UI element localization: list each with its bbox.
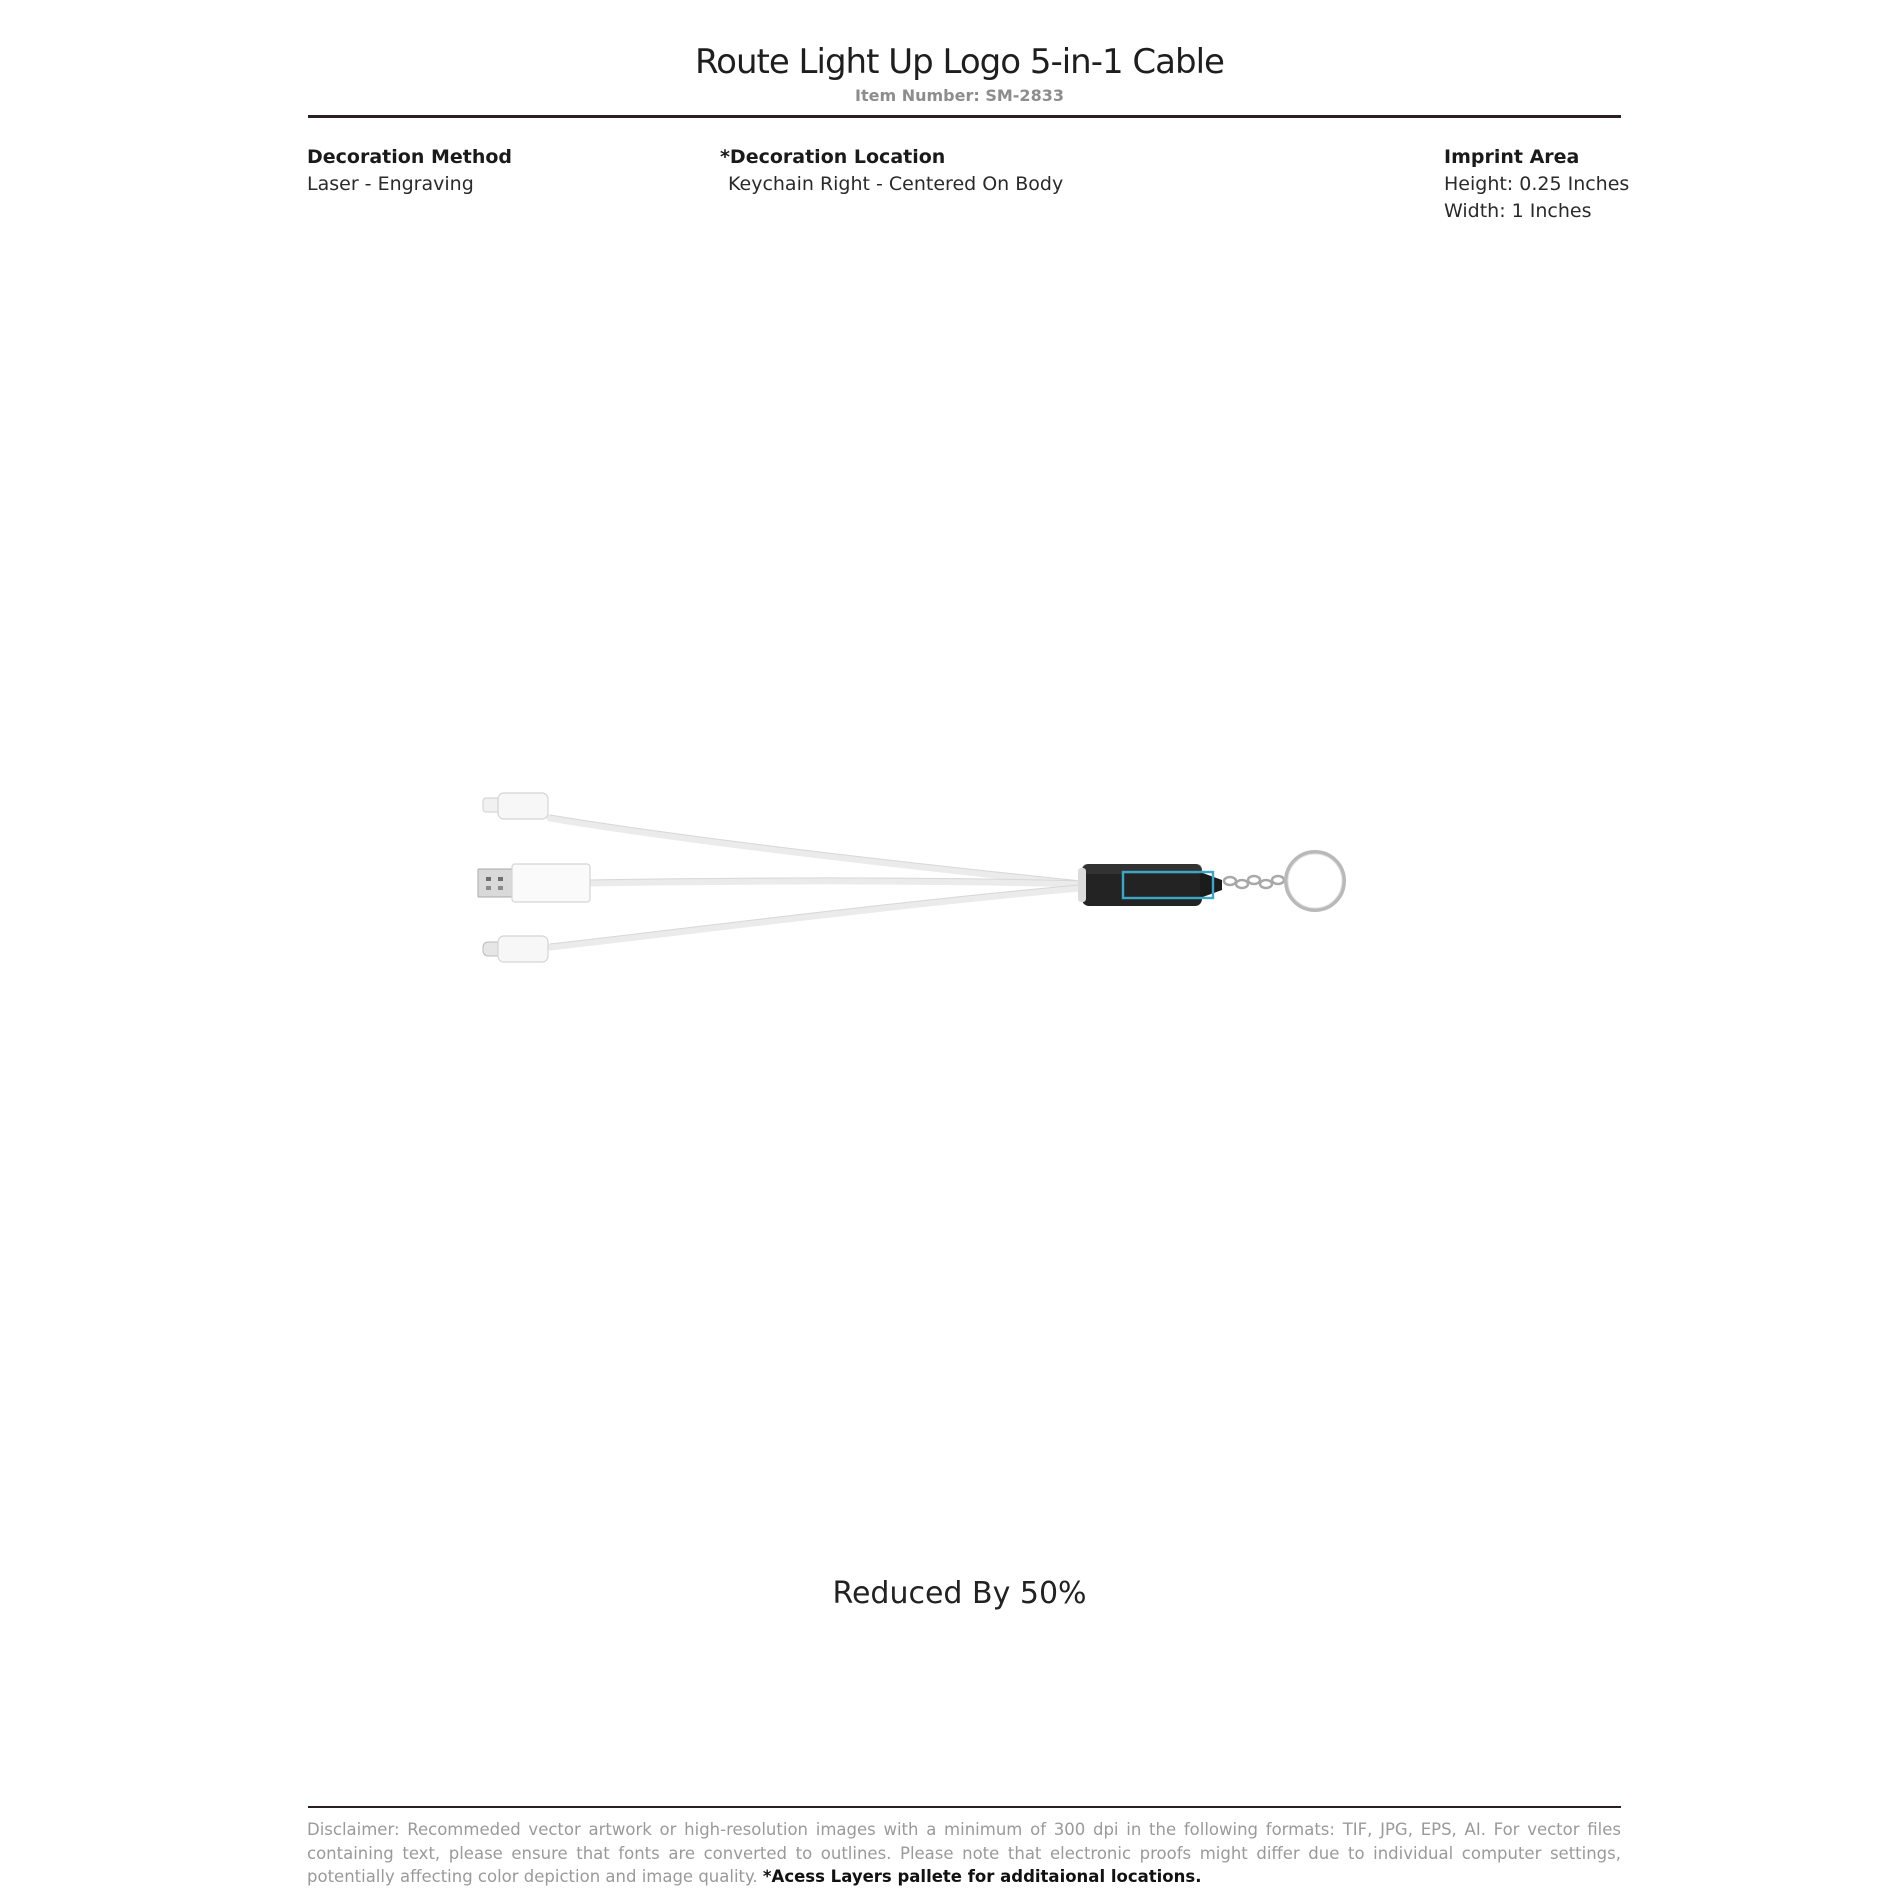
decoration-location-block xyxy=(720,144,1063,198)
disclaimer xyxy=(307,1818,1621,1889)
decoration-location-value: Keychain Right - Centered On Body xyxy=(728,173,1064,195)
item-number: Item Number: SM-2833 xyxy=(855,86,1064,105)
imprint-width: Width: 1 Inches xyxy=(1444,200,1592,222)
keychain-body xyxy=(1078,864,1222,906)
decoration-method-block xyxy=(307,144,512,198)
footer-divider xyxy=(308,1806,1621,1808)
cables xyxy=(550,818,1090,947)
imprint-area-heading: Imprint Area xyxy=(1444,146,1580,168)
decoration-location-heading: *Decoration Location xyxy=(720,146,946,168)
usb-a-connector xyxy=(478,864,590,902)
decoration-method-value: Laser - Engraving xyxy=(307,173,474,195)
usb-c-connector xyxy=(483,936,548,962)
lightning-connector xyxy=(483,793,548,819)
keychain-chain xyxy=(1224,876,1284,888)
imprint-height: Height: 0.25 Inches xyxy=(1444,173,1630,195)
decoration-method-heading: Decoration Method xyxy=(307,146,513,168)
layers-note: *Acess Layers pallete for additaional locations. xyxy=(762,1867,1202,1886)
product-image xyxy=(470,780,1400,980)
disclaimer-text: Disclaimer: Recommeded vector artwork or high-resolution images with a minimum of 300 dpi in the following formats: TIF, JPG, EPS, AI. For vector files containing text, please ensure that fonts are converted to outlines. Please note that electronic proofs might differ due to individual computer settings, potentially affecting color depiction and image quality. xyxy=(307,1820,1621,1886)
header-divider xyxy=(308,115,1621,118)
scale-note: Reduced By 50% xyxy=(832,1576,1087,1611)
key-ring-icon xyxy=(1286,852,1344,910)
product-title: Route Light Up Logo 5-in-1 Cable xyxy=(695,42,1224,82)
imprint-area-block xyxy=(1444,144,1629,225)
